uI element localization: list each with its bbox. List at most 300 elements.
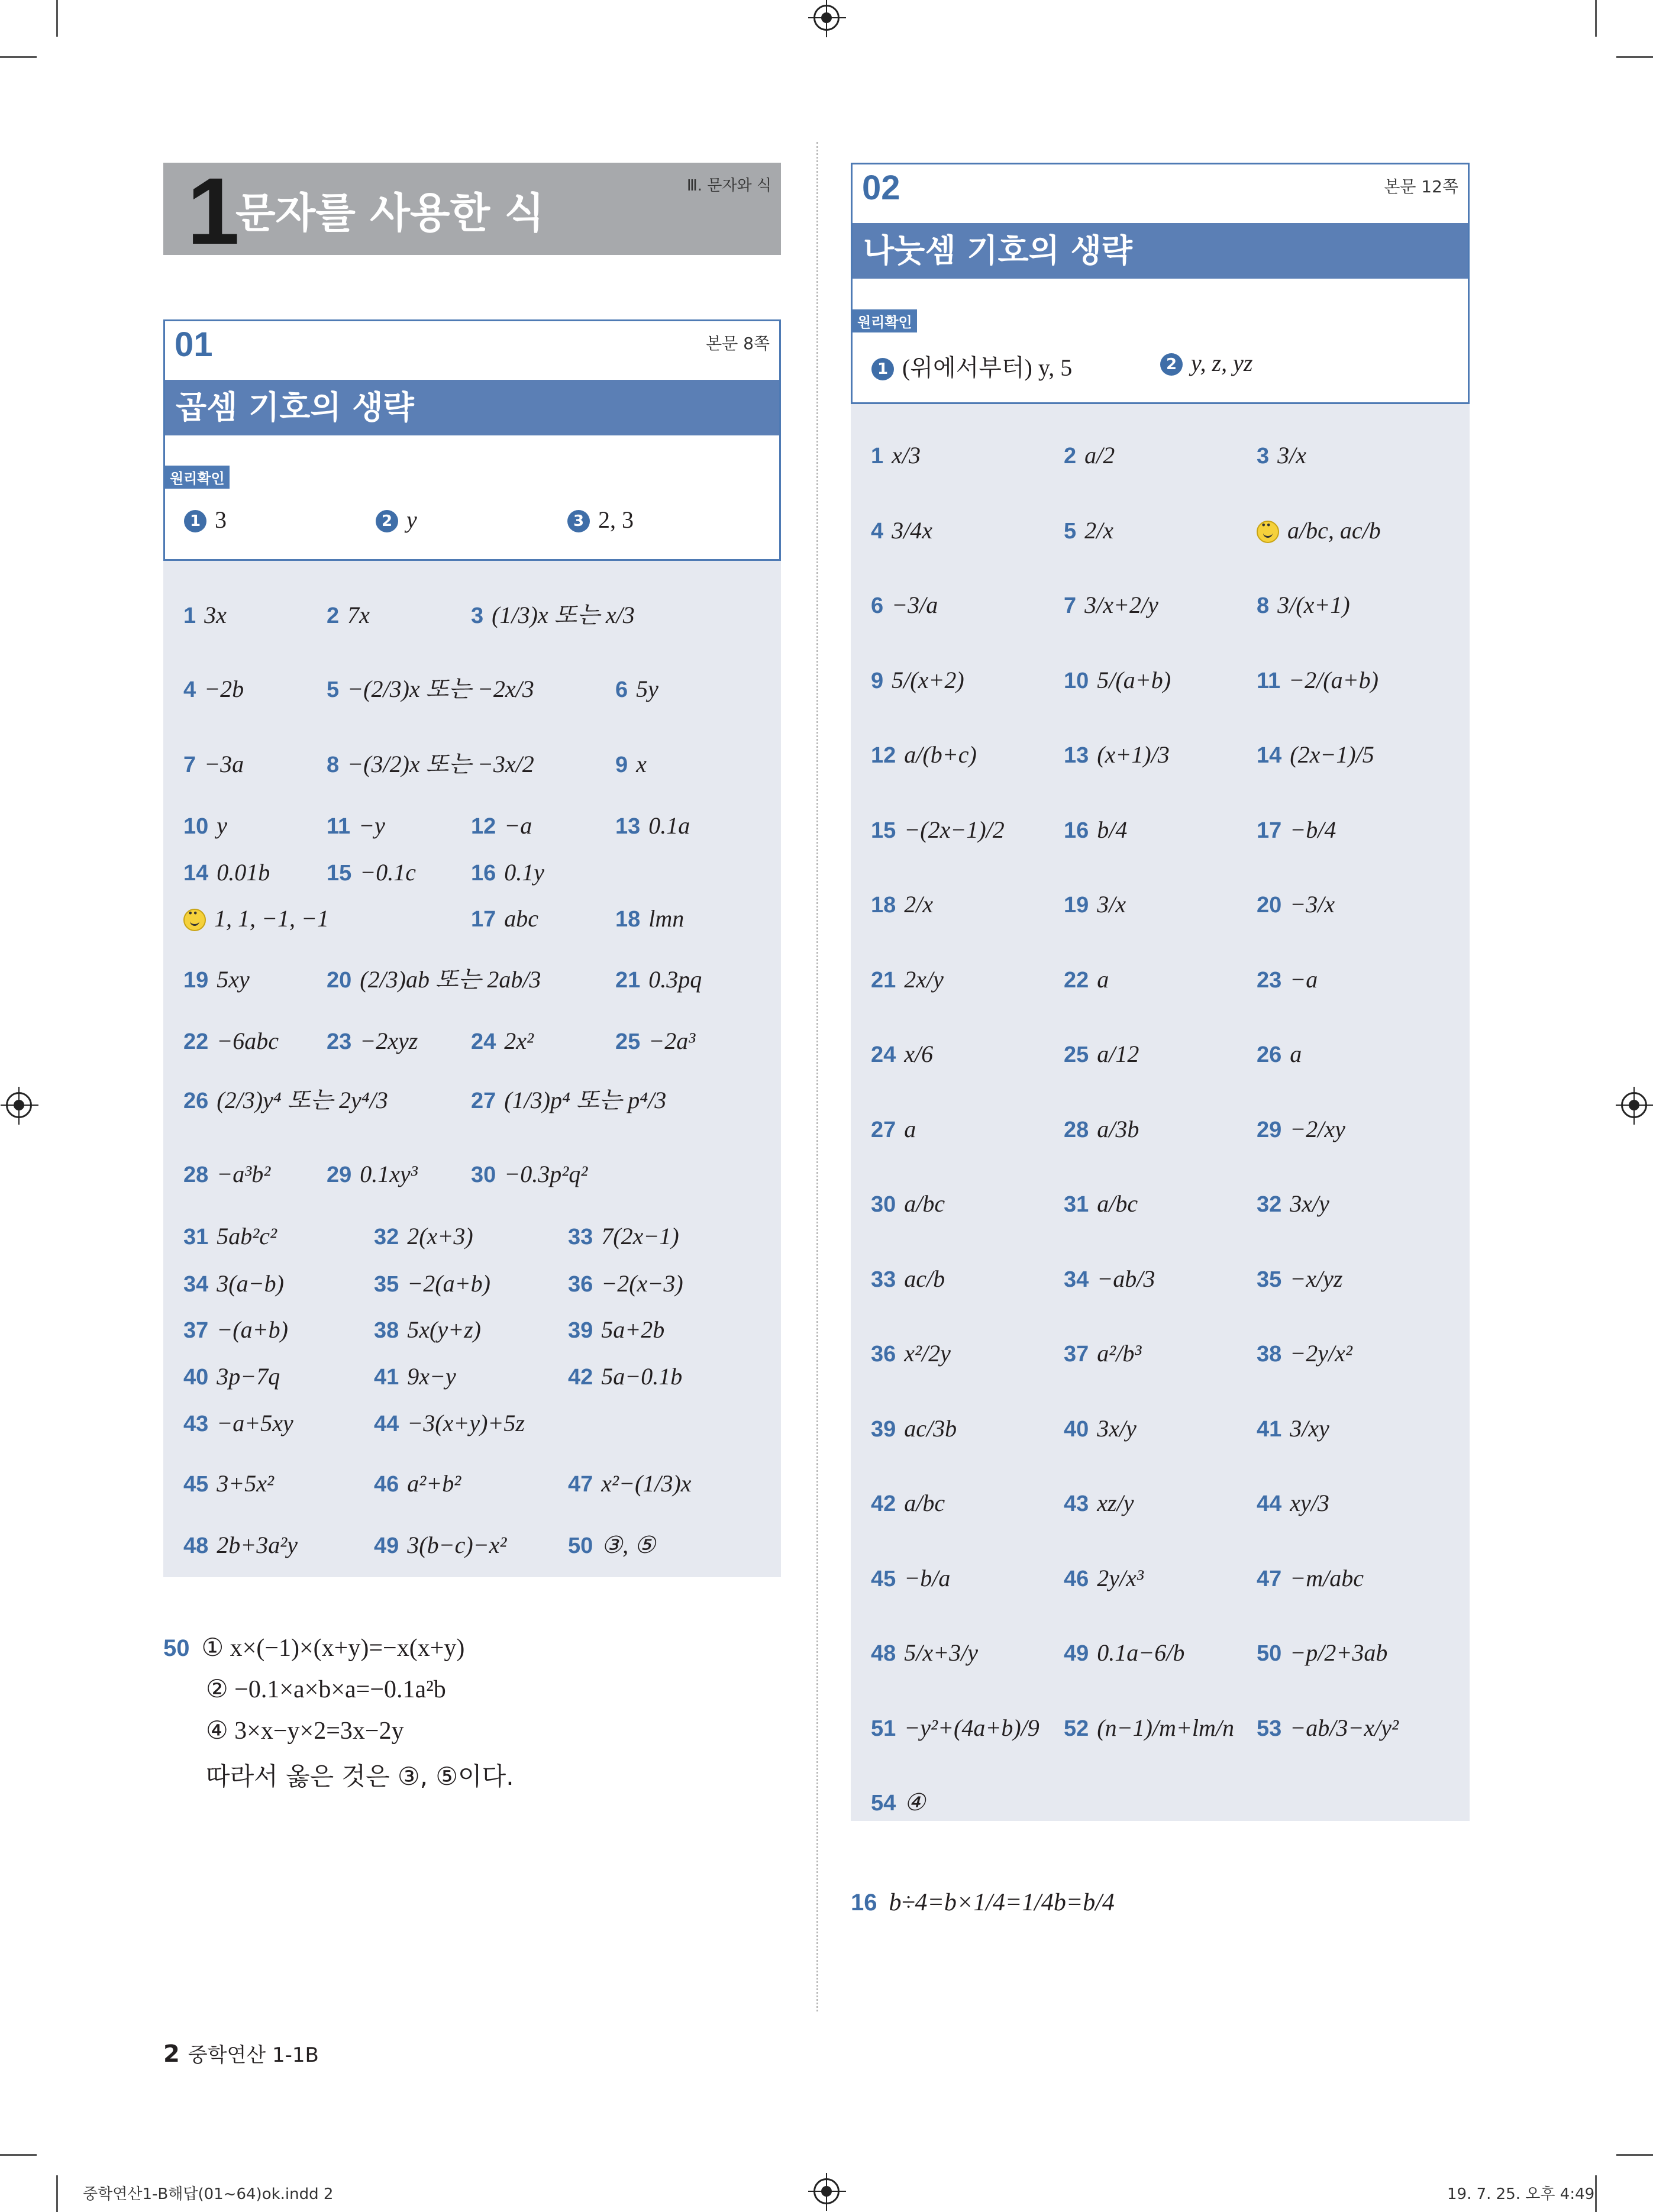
answer-value: −m/abc (1290, 1565, 1364, 1591)
answer-value: xy/3 (1290, 1490, 1329, 1516)
answer-item (183, 1225, 277, 1248)
answer-value: 5y (636, 676, 658, 702)
answer-item (1257, 1118, 1345, 1141)
answer-value: −ab/3 (1097, 1265, 1155, 1292)
answer-value: 5/(x+2) (892, 667, 964, 693)
answer-item (327, 968, 541, 992)
answer-number: 3 (471, 603, 484, 628)
answer-value: a/bc (904, 1490, 945, 1516)
answer-item (871, 1641, 978, 1665)
answer-number: 53 (1257, 1716, 1282, 1741)
answer-number: 24 (471, 1029, 496, 1054)
answer-number: 20 (1257, 893, 1282, 918)
answer-value: 3(a−b) (217, 1270, 284, 1297)
answer-number: 30 (871, 1192, 896, 1217)
answer-item (871, 1192, 945, 1216)
answer-number: 35 (374, 1272, 399, 1297)
answer-item (871, 1716, 1039, 1740)
answer-item (1064, 968, 1109, 992)
answer-value: 2y/x³ (1097, 1565, 1144, 1591)
answer-value: −3/a (892, 592, 938, 618)
answer-value: −6abc (217, 1028, 279, 1054)
section-01-box (163, 319, 781, 561)
answer-item (568, 1272, 683, 1296)
answer-value: (2/3)ab 또는 2ab/3 (360, 966, 541, 993)
answer-number: 13 (1064, 743, 1089, 768)
answer-number: 22 (183, 1029, 209, 1054)
answer-item (1064, 593, 1158, 617)
answer-item (471, 814, 532, 838)
section-number: 02 (862, 169, 900, 207)
answer-number: 54 (871, 1791, 896, 1816)
answer-item (471, 603, 635, 627)
page-reference: 본문 12쪽 (1384, 177, 1458, 196)
answer-item (1064, 1042, 1139, 1066)
answer-value: −2/(a+b) (1289, 667, 1378, 693)
solution-number: 16 (851, 1890, 877, 1916)
answer-number: 28 (1064, 1118, 1089, 1142)
answer-value: −2(x−3) (601, 1270, 683, 1297)
answer-number: 10 (1064, 669, 1089, 693)
crop-mark (0, 56, 37, 58)
answer-value: 9x−y (407, 1363, 456, 1390)
wonri-item: 3 2, 3 (567, 506, 634, 534)
answer-value: 2/x (1084, 517, 1114, 544)
chapter-header (163, 163, 781, 255)
answer-number: 29 (1257, 1118, 1282, 1142)
answer-value: b/4 (1097, 816, 1128, 843)
answer-number: 5 (1064, 519, 1077, 544)
answer-item (871, 444, 921, 467)
answer-number: 47 (1257, 1567, 1282, 1591)
answer-number: 34 (1064, 1267, 1089, 1292)
answer-value: 0.1a (648, 812, 690, 839)
chapter-number: 1 (187, 163, 240, 255)
solution-line: ④ 3×x−y×2=3x−2y (206, 1717, 404, 1745)
answer-number: 52 (1064, 1716, 1089, 1741)
answer-value: 0.01b (217, 859, 270, 886)
answer-value: −x/yz (1290, 1265, 1343, 1292)
answer-number: 8 (327, 753, 340, 777)
answer-number: 39 (568, 1318, 593, 1343)
answer-number: 25 (1064, 1042, 1089, 1067)
answer-number: 9 (871, 669, 884, 693)
answer-item (871, 1342, 951, 1365)
page-reference: 본문 8쪽 (706, 334, 770, 353)
answer-value: −2b (204, 676, 244, 702)
wonri-badge: 원리확인 (853, 309, 917, 332)
answer-value: 5xy (217, 966, 250, 993)
registration-mark-icon (1621, 1092, 1647, 1118)
crop-mark (1616, 56, 1653, 58)
answer-item (568, 1533, 656, 1557)
answer-number: 45 (183, 1472, 209, 1497)
answer-item (374, 1365, 456, 1388)
answer-number: 46 (374, 1472, 399, 1497)
answer-value: 2(x+3) (407, 1223, 473, 1249)
answer-value: 3/x (1097, 891, 1126, 918)
answer-value: −3/x (1290, 891, 1335, 918)
answer-number: 26 (1257, 1042, 1282, 1067)
answer-number: 14 (183, 861, 209, 886)
answer-value: −a³b² (217, 1161, 271, 1187)
answer-number: 17 (471, 907, 496, 932)
answer-value: −2a³ (648, 1028, 696, 1054)
answer-number: 50 (568, 1533, 593, 1558)
answer-value: ac/3b (904, 1415, 957, 1442)
answer-number: 27 (471, 1089, 496, 1113)
answer-value: 5a+2b (601, 1316, 665, 1343)
answer-item (871, 1118, 916, 1141)
answer-number: 20 (327, 968, 352, 993)
answer-value: −3(x+y)+5z (407, 1410, 525, 1436)
answer-item (183, 677, 244, 701)
wonri-item: 2 y (376, 506, 417, 534)
answer-number: 4 (871, 519, 884, 544)
answer-value: ac/b (904, 1265, 945, 1292)
answer-item (568, 1225, 679, 1248)
answer-value: 1, 1, −1, −1 (214, 905, 329, 932)
answer-number: 7 (1064, 593, 1077, 618)
answer-item (1257, 593, 1350, 617)
slug-date: 19. 7. 25. 오후 4:49 (1447, 2185, 1595, 2203)
answer-number: 3 (1257, 444, 1270, 469)
answer-item (183, 907, 329, 931)
answer-item (871, 519, 932, 542)
answer-value: −a+5xy (217, 1410, 293, 1436)
answer-value: 0.1a−6/b (1097, 1639, 1185, 1666)
answer-value: −y (359, 812, 385, 839)
answer-value: a (1290, 1041, 1302, 1067)
answer-value: 0.1y (504, 859, 545, 886)
answer-value: −b/a (904, 1565, 951, 1591)
answer-number: 24 (871, 1042, 896, 1067)
registration-mark-icon (813, 2178, 840, 2204)
answer-value: −b/4 (1290, 816, 1336, 843)
answer-number: 51 (871, 1716, 896, 1741)
answer-item (871, 1491, 945, 1515)
answer-item (615, 753, 647, 776)
answer-value: −2xyz (360, 1028, 418, 1054)
answer-item (871, 893, 933, 916)
answer-value: a (1097, 966, 1109, 993)
answer-item (1064, 1118, 1139, 1141)
answer-number: 21 (871, 968, 896, 993)
answer-value: −y²+(4a+b)/9 (904, 1714, 1039, 1741)
solution-number: 50 (163, 1635, 190, 1661)
answer-item (1257, 1342, 1352, 1365)
wonri-item: 1 (위에서부터) y, 5 (871, 349, 1072, 383)
answer-item (615, 677, 658, 701)
answer-number: 29 (327, 1162, 352, 1187)
answer-number: 31 (1064, 1192, 1089, 1217)
answer-number: 37 (1064, 1342, 1089, 1367)
answer-item (871, 593, 938, 617)
answer-item (1064, 444, 1115, 467)
answer-item (183, 753, 244, 776)
answer-item (568, 1318, 664, 1342)
answer-value: 3(b−c)−x² (407, 1532, 507, 1558)
answer-item (568, 1365, 682, 1388)
answer-item (1064, 743, 1170, 767)
crop-mark (0, 2154, 37, 2156)
answer-number: 32 (1257, 1192, 1282, 1217)
answer-number: 11 (327, 814, 351, 839)
answer-number: 2 (1064, 444, 1077, 469)
answer-number: 41 (374, 1365, 399, 1390)
answer-number: 48 (183, 1533, 209, 1558)
answer-value: 3p−7q (217, 1363, 280, 1390)
section-number: 01 (175, 325, 213, 364)
answer-item (183, 1533, 298, 1557)
answer-item (327, 753, 534, 776)
answer-number: 49 (374, 1533, 399, 1558)
answer-number: 9 (615, 753, 628, 777)
answer-item (1257, 1641, 1387, 1665)
slug-file: 중학연산1-B해답(01~64)ok.indd 2 (83, 2185, 334, 2203)
smiley-icon (1257, 521, 1279, 543)
answer-number: 43 (1064, 1491, 1089, 1516)
answer-value: 2x² (504, 1028, 534, 1054)
answer-number: 6 (871, 593, 884, 618)
answer-value: −2(a+b) (407, 1270, 490, 1297)
answer-number: 42 (568, 1365, 593, 1390)
answer-item (615, 814, 690, 838)
answer-value: 2/x (904, 891, 934, 918)
answer-number: 12 (871, 743, 896, 768)
answer-number: 41 (1257, 1417, 1282, 1442)
answer-number: 11 (1257, 669, 1281, 693)
answer-value: 3/xy (1290, 1415, 1329, 1442)
answer-item (471, 1162, 587, 1186)
answer-value: (n−1)/m+lm/n (1097, 1714, 1235, 1741)
answer-value: xz/y (1097, 1490, 1134, 1516)
solution-left: 50 ① x×(−1)×(x+y)=−x(x+y) (163, 1635, 465, 1662)
answer-value: −2y/x² (1290, 1340, 1352, 1367)
answer-item (471, 1089, 666, 1112)
answer-number: 33 (871, 1267, 896, 1292)
answer-number: 40 (1064, 1417, 1089, 1442)
answer-item (183, 603, 227, 627)
answer-value: 2x/y (904, 966, 944, 993)
answer-value: (2x−1)/5 (1290, 741, 1374, 768)
chapter-section: Ⅲ. 문자와 식 (686, 177, 771, 195)
answer-item (1257, 743, 1374, 767)
answer-item (183, 1272, 284, 1296)
answer-item (327, 603, 370, 627)
answer-number: 13 (615, 814, 641, 839)
answer-item (374, 1533, 506, 1557)
answer-value: lmn (648, 905, 685, 932)
answer-value: y (217, 812, 228, 839)
answer-item (871, 743, 977, 767)
answer-number: 17 (1257, 818, 1282, 843)
answer-number: 43 (183, 1412, 209, 1436)
answer-number: 4 (183, 677, 196, 702)
answer-value: −a (504, 812, 532, 839)
answer-number: 19 (1064, 893, 1089, 918)
answer-number: 25 (615, 1029, 641, 1054)
answer-number: 7 (183, 753, 196, 777)
answer-number: 15 (327, 861, 352, 886)
answer-number: 26 (183, 1089, 209, 1113)
answer-item (471, 1029, 534, 1053)
answer-number: 50 (1257, 1641, 1282, 1666)
answer-value: 7x (347, 602, 370, 628)
answer-value: −3a (204, 751, 244, 777)
registration-mark-icon (6, 1092, 32, 1118)
answer-value: (1/3)x 또는 x/3 (492, 602, 635, 628)
answer-item (871, 1042, 933, 1066)
answer-number: 2 (327, 603, 340, 628)
section-title: 곱셈 기호의 생략 (165, 380, 779, 435)
answer-value: x/3 (892, 442, 921, 469)
answer-item (1064, 1192, 1138, 1216)
answer-value: −(2x−1)/2 (904, 816, 1005, 843)
answer-value: 3/x (1277, 442, 1307, 469)
answer-item (1257, 1716, 1399, 1740)
answer-number: 37 (183, 1318, 209, 1343)
answer-number: 46 (1064, 1567, 1089, 1591)
section-02-box (851, 163, 1470, 404)
solution-line: 따라서 옳은 것은 ③, ⑤이다. (206, 1762, 514, 1791)
crop-mark (1595, 0, 1597, 37)
answer-number: 40 (183, 1365, 209, 1390)
answer-number: 27 (871, 1118, 896, 1142)
solution-line: ② −0.1×a×b×a=−0.1a²b (206, 1676, 446, 1703)
answer-value: 5/x+3/y (904, 1639, 979, 1666)
answer-item (374, 1412, 525, 1435)
answer-item (374, 1472, 461, 1496)
answer-number: 33 (568, 1225, 593, 1249)
chapter-title: 문자를 사용한 식 (235, 189, 545, 237)
answer-value: 3/x+2/y (1084, 592, 1158, 618)
answer-item (183, 1365, 280, 1388)
answer-number: 15 (871, 818, 896, 843)
answer-number: 32 (374, 1225, 399, 1249)
answer-item (871, 818, 1005, 842)
answer-number: 47 (568, 1472, 593, 1497)
answer-value: 2b+3a²y (217, 1532, 298, 1558)
answer-item (1257, 1491, 1329, 1515)
answer-value: 5/(a+b) (1097, 667, 1171, 693)
answer-item (1257, 1192, 1329, 1216)
answer-value: ③, ⑤ (601, 1532, 656, 1558)
answer-item (615, 907, 684, 931)
answer-value: 5a−0.1b (601, 1363, 683, 1390)
answer-value: −0.3p²q² (504, 1161, 588, 1187)
answer-item (183, 1162, 270, 1186)
answer-value: −0.1c (360, 859, 417, 886)
answer-number: 19 (183, 968, 209, 993)
answer-item (568, 1472, 692, 1496)
answer-value: a/(b+c) (904, 741, 977, 768)
answer-value: a/bc (904, 1190, 945, 1217)
column-divider (816, 142, 818, 2011)
answer-item (1257, 1042, 1302, 1066)
answer-number: 5 (327, 677, 340, 702)
answer-item (327, 814, 385, 838)
answer-item (1257, 669, 1378, 692)
answer-item (183, 1318, 288, 1342)
answer-number: 6 (615, 677, 628, 702)
page-footer (163, 2039, 319, 2068)
answer-value: (x+1)/3 (1097, 741, 1170, 768)
answer-number: 30 (471, 1162, 496, 1187)
answer-number: 44 (374, 1412, 399, 1436)
answer-item (183, 861, 270, 884)
answer-value: a²/b³ (1097, 1340, 1142, 1367)
answer-item (1257, 968, 1318, 992)
answer-item (183, 968, 250, 992)
answer-number: 38 (374, 1318, 399, 1343)
answer-item (871, 1791, 925, 1814)
answer-number: 16 (1064, 818, 1089, 843)
answer-item (327, 861, 416, 884)
answer-item (1064, 1417, 1137, 1441)
answer-item (471, 861, 544, 884)
answer-item (183, 1029, 279, 1053)
answer-number: 36 (871, 1342, 896, 1367)
answer-value: 3/4x (892, 517, 933, 544)
answers-panel-right (851, 404, 1470, 1821)
answer-item (1064, 1491, 1134, 1515)
answer-value: 0.3pq (648, 966, 702, 993)
answer-value: (2/3)y⁴ 또는 2y⁴/3 (217, 1087, 388, 1113)
answer-value: x (636, 751, 647, 777)
answer-item (183, 1089, 388, 1112)
answer-item (1257, 818, 1336, 842)
answer-value: −2/xy (1290, 1116, 1345, 1142)
answer-number: 23 (327, 1029, 352, 1054)
answer-number: 1 (871, 444, 884, 469)
answer-number: 18 (871, 893, 896, 918)
answer-number: 39 (871, 1417, 896, 1442)
answer-number: 23 (1257, 968, 1282, 993)
answer-value: 3/(x+1) (1277, 592, 1350, 618)
answer-item (327, 1162, 418, 1186)
answer-number: 22 (1064, 968, 1089, 993)
answer-number: 34 (183, 1272, 209, 1297)
wonri-item: 2 y, z, yz (1160, 349, 1252, 377)
answer-value: a/bc (1097, 1190, 1138, 1217)
answer-item (374, 1272, 490, 1296)
answer-number: 12 (471, 814, 496, 839)
crop-mark (56, 2175, 58, 2212)
answer-number: 1 (183, 603, 196, 628)
answer-value: a/2 (1084, 442, 1115, 469)
answer-item (374, 1225, 473, 1248)
answer-number: 16 (471, 861, 496, 886)
answer-item (1064, 1267, 1155, 1291)
solution-right: 16 b÷4=b×1/4=1/4b=b/4 (851, 1889, 1115, 1916)
answer-item (615, 968, 702, 992)
answer-value: x²−(1/3)x (601, 1470, 692, 1497)
answer-item (1257, 1567, 1364, 1590)
answer-value: −(a+b) (217, 1316, 288, 1343)
answer-item (471, 907, 538, 931)
answer-item (871, 1417, 957, 1441)
answer-value: a/bc, ac/b (1287, 517, 1381, 544)
answer-item (1257, 519, 1381, 543)
answer-item (1064, 519, 1113, 542)
answer-item (374, 1318, 481, 1342)
answer-number: 28 (183, 1162, 209, 1187)
wonri-badge: 원리확인 (165, 466, 230, 489)
answer-number: 35 (1257, 1267, 1282, 1292)
answer-item (871, 1267, 945, 1291)
answer-value: abc (504, 905, 539, 932)
